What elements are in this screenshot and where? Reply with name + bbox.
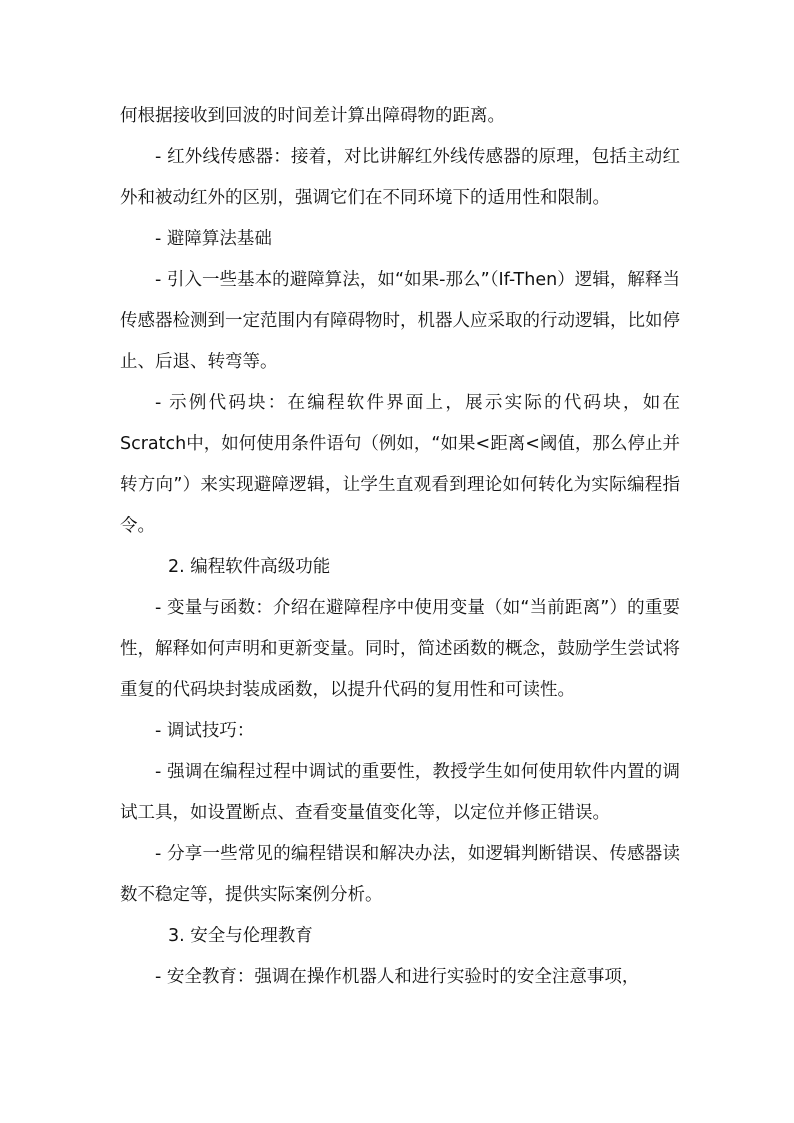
paragraph-code-example: - 示例代码块：在编程软件界面上，展示实际的代码块，如在Scratch中，如何使用条件语句（例如，“如果<距离<阈值，那么停止并转方向”）来实现避障逻辑，让学生直观看到理论如何转化为实际编程指令。 [120, 393, 680, 536]
paragraph-common-errors: - 分享一些常见的编程错误和解决办法，如逻辑判断错误、传感器读数不稳定等，提供实际案例分析。 [120, 844, 680, 905]
paragraph-debugging-tips: - 调试技巧： [155, 721, 255, 741]
paragraph-safety-education: - 安全教育：强调在操作机器人和进行实验时的安全注意事项， [155, 967, 640, 987]
paragraph-if-then-logic: - 引入一些基本的避障算法，如“如果-那么”（If-Then）逻辑，解释当传感器检测到一定范围内有障碍物时，机器人应采取的行动逻辑，比如停止、后退、转弯等。 [120, 270, 680, 372]
paragraph-variables-functions: - 变量与函数：介绍在避障程序中使用变量（如“当前距离”）的重要性，解释如何声明和更新变量。同时，简述函数的概念，鼓励学生尝试将重复的代码块封装成函数，以提升代码的复用性和可读性。 [120, 598, 680, 700]
document-body [120, 96, 680, 998]
section-heading-advanced-features: 2. 编程软件高级功能 [168, 557, 331, 577]
paragraph-avoidance-basics: - 避障算法基础 [155, 229, 272, 249]
paragraph-debugging-importance: - 强调在编程过程中调试的重要性，教授学生如何使用软件内置的调试工具，如设置断点、查看变量值变化等，以定位并修正错误。 [120, 762, 680, 823]
section-heading-safety-ethics: 3. 安全与伦理教育 [168, 926, 313, 946]
paragraph-ultrasonic-continuation: 何根据接收到回波的时间差计算出障碍物的距离。 [120, 106, 505, 126]
paragraph-infrared-sensor: - 红外线传感器：接着，对比讲解红外线传感器的原理，包括主动红外和被动红外的区别，强调它们在不同环境下的适用性和限制。 [120, 147, 680, 208]
